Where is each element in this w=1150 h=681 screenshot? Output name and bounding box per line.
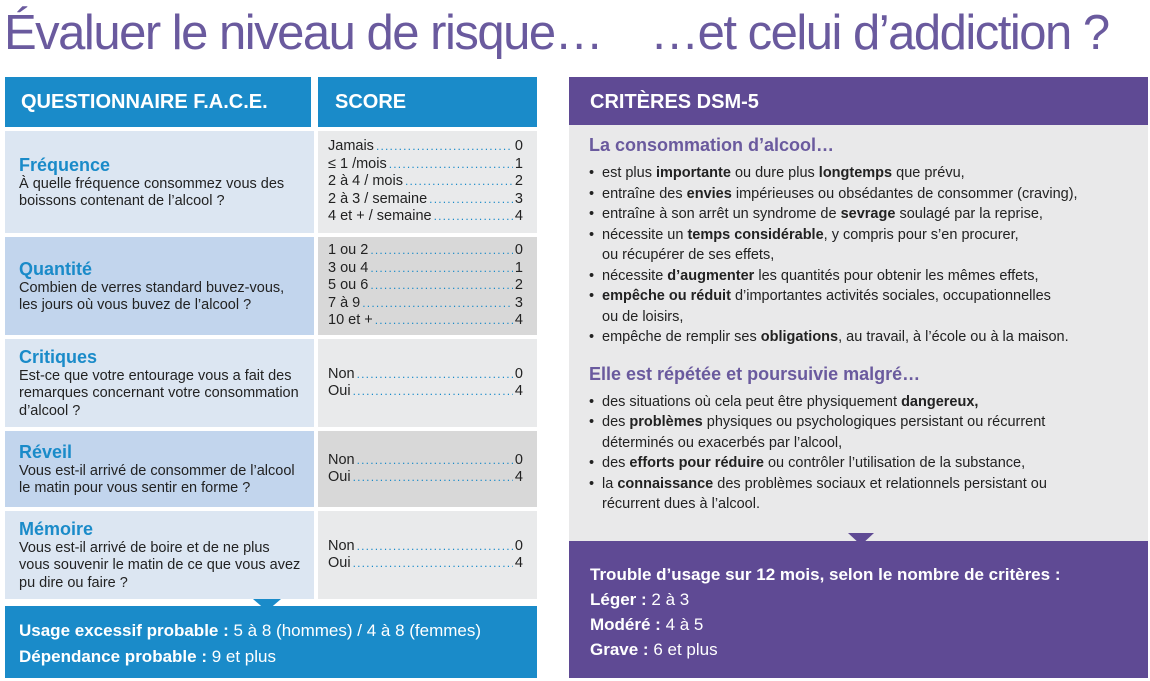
face-row-reveil bbox=[5, 431, 537, 507]
dot-leader bbox=[357, 452, 513, 470]
criterion-item bbox=[589, 163, 1138, 184]
question-text: Combien de verres standard buvez-vous, les jours où vous buvez de l’alcool ? bbox=[19, 279, 285, 313]
criterion-item bbox=[589, 453, 1138, 474]
score-label: 1 ou 2 bbox=[328, 242, 369, 259]
text: que prévu, bbox=[892, 165, 965, 181]
text: des bbox=[602, 414, 630, 430]
dsm5-header: CRITÈRES DSM-5 bbox=[569, 77, 1148, 127]
bold-text: dangereux, bbox=[901, 393, 979, 410]
criterion-item bbox=[589, 392, 1138, 413]
score-line bbox=[328, 452, 523, 470]
face-row-frequence bbox=[5, 131, 537, 233]
severity-label: Modéré : bbox=[590, 615, 661, 634]
criterion-item bbox=[589, 412, 1138, 453]
score-value: 3 bbox=[514, 190, 523, 207]
score-line bbox=[328, 156, 523, 174]
score-value: 0 bbox=[514, 242, 523, 259]
section-title-repetee: Elle est répétée et poursuivie malgré… bbox=[589, 363, 921, 384]
dependance-value: 9 et plus bbox=[211, 647, 276, 666]
bold-text: temps considérable bbox=[687, 226, 824, 243]
score-value: 4 bbox=[514, 383, 523, 399]
question-title: Critiques bbox=[19, 346, 98, 367]
question-text: Est-ce que votre entourage vous a fait des remarques concernant votre consommation d’alcool ? bbox=[19, 367, 299, 419]
dot-leader bbox=[429, 191, 513, 209]
severity-value: 6 et plus bbox=[653, 640, 718, 659]
text: entraîne à son arrêt un syndrome de bbox=[602, 206, 841, 222]
score-value: 2 bbox=[514, 173, 523, 190]
score-label: 2 à 3 / semaine bbox=[328, 190, 428, 207]
question-title: Réveil bbox=[19, 441, 73, 462]
score-label: 3 ou 4 bbox=[328, 259, 369, 276]
dependance-line bbox=[19, 644, 523, 670]
usage-excessif-line bbox=[19, 618, 523, 644]
severity-intro-text: Trouble d’usage sur 12 mois, selon le nombre de critères : bbox=[590, 565, 1061, 584]
score-value: 2 bbox=[514, 277, 523, 294]
score-cell bbox=[318, 131, 537, 233]
text: la bbox=[602, 475, 618, 492]
score-line bbox=[328, 191, 523, 209]
score-label: ≤ 1 /mois bbox=[328, 155, 387, 172]
dot-leader bbox=[370, 242, 513, 260]
text: des bbox=[602, 455, 630, 471]
score-line bbox=[328, 538, 523, 556]
bold-text: empêche ou réduit bbox=[602, 288, 731, 304]
dot-leader bbox=[353, 555, 513, 573]
text-continuation: ou de loisirs, bbox=[602, 308, 684, 325]
question-cell bbox=[5, 431, 318, 507]
criterion-item bbox=[589, 474, 1138, 515]
score-value: 4 bbox=[514, 312, 523, 329]
score-cell bbox=[318, 237, 537, 335]
score-line bbox=[328, 260, 523, 278]
text: des problèmes sociaux et relationnels persistant ou bbox=[713, 475, 1047, 492]
severity-value: 2 à 3 bbox=[651, 590, 690, 609]
text: est plus bbox=[602, 165, 656, 181]
score-line bbox=[328, 138, 523, 156]
question-cell bbox=[5, 511, 318, 599]
score-line bbox=[328, 295, 523, 313]
score-label: 4 et + / semaine bbox=[328, 208, 432, 225]
text: les quantités pour obtenir les mêmes effets, bbox=[754, 267, 1039, 284]
question-title: Fréquence bbox=[19, 154, 111, 175]
score-header: SCORE bbox=[318, 77, 537, 127]
score-line bbox=[328, 469, 523, 487]
score-value: 0 bbox=[514, 451, 523, 468]
question-text: À quelle fréquence consommez vous des boissons contenant de l’alcool ? bbox=[19, 175, 285, 209]
severity-level bbox=[590, 587, 1128, 612]
score-value: 4 bbox=[514, 469, 523, 485]
bold-text: d’augmenter bbox=[667, 267, 755, 284]
text: d’importantes activités sociales, occupationnelles bbox=[730, 288, 1051, 304]
text-continuation: ou récupérer de ses effets, bbox=[602, 247, 775, 263]
dot-leader bbox=[376, 138, 513, 156]
severity-box bbox=[569, 541, 1148, 678]
dot-leader bbox=[357, 538, 513, 556]
question-cell bbox=[5, 237, 318, 335]
score-cell bbox=[318, 339, 537, 427]
usage-excessif-label: Usage excessif probable : bbox=[19, 621, 229, 640]
face-row-critiques bbox=[5, 339, 537, 427]
text: impérieuses ou obsédantes de consommer (craving), bbox=[731, 185, 1078, 202]
criteria-list-1 bbox=[589, 163, 1138, 348]
score-label: Non bbox=[328, 451, 355, 468]
bold-text: longtemps bbox=[818, 165, 893, 181]
text-continuation: récurrent dues à l’alcool. bbox=[602, 496, 760, 512]
question-text: Vous est-il arrivé de consommer de l’alcool le matin pour vous sentir en forme ? bbox=[19, 462, 295, 496]
score-value: 4 bbox=[514, 208, 523, 225]
dependance-label: Dépendance probable : bbox=[19, 647, 207, 666]
questionnaire-header: QUESTIONNAIRE F.A.C.E. bbox=[5, 77, 318, 127]
criterion-item bbox=[589, 327, 1138, 348]
dot-leader bbox=[375, 312, 513, 330]
bold-text: connaissance bbox=[617, 475, 714, 492]
face-table-header bbox=[5, 77, 537, 127]
text: , au travail, à l’école ou à la maison. bbox=[838, 329, 1069, 345]
bold-text: problèmes bbox=[629, 414, 703, 430]
criterion-item bbox=[589, 266, 1138, 287]
score-label: 2 à 4 / mois bbox=[328, 173, 403, 190]
score-value: 0 bbox=[514, 365, 523, 382]
text: nécessite bbox=[602, 267, 668, 284]
bold-text: envies bbox=[686, 185, 732, 202]
text: ou contrôler l’utilisation de la substance, bbox=[763, 455, 1026, 471]
score-label: Non bbox=[328, 537, 355, 554]
title-part-2: …et celui d’addiction ? bbox=[650, 6, 1109, 60]
question-text: Vous est-il arrivé de boire et de ne plus vous souvenir le matin de ce que vous avez pu dire ou faire ? bbox=[19, 539, 301, 591]
severity-label: Grave : bbox=[590, 640, 649, 659]
text: des situations où cela peut être physiquement bbox=[602, 393, 902, 410]
score-label: Oui bbox=[328, 469, 351, 485]
bold-text: sevrage bbox=[840, 206, 896, 222]
score-value: 4 bbox=[514, 555, 523, 571]
section-title-consommation: La consommation d’alcool… bbox=[589, 135, 835, 155]
score-value: 1 bbox=[514, 155, 523, 172]
question-cell bbox=[5, 131, 318, 233]
score-label: Non bbox=[328, 365, 355, 382]
score-label: Jamais bbox=[328, 138, 374, 155]
down-arrow-icon bbox=[253, 599, 281, 611]
text: soulagé par la reprise, bbox=[895, 206, 1043, 222]
criterion-item bbox=[589, 225, 1138, 266]
face-questionnaire-panel bbox=[5, 77, 537, 599]
score-label: 10 et + bbox=[328, 312, 373, 329]
severity-level bbox=[590, 612, 1128, 637]
dot-leader bbox=[370, 277, 513, 295]
score-line bbox=[328, 312, 523, 330]
title-part-1: Évaluer le niveau de risque… bbox=[4, 6, 603, 60]
dot-leader bbox=[434, 208, 513, 226]
usage-excessif-value: 5 à 8 (hommes) / 4 à 8 (femmes) bbox=[233, 621, 482, 640]
score-value: 0 bbox=[514, 138, 523, 155]
bold-text: importante bbox=[656, 165, 731, 181]
dot-leader bbox=[405, 173, 513, 191]
bold-text: obligations bbox=[760, 329, 839, 345]
text: entraîne des bbox=[602, 185, 687, 202]
severity-level bbox=[590, 637, 1128, 662]
text: , y compris pour s’en procurer, bbox=[823, 226, 1019, 243]
face-row-quantite bbox=[5, 237, 537, 335]
question-cell bbox=[5, 339, 318, 427]
score-label: 5 ou 6 bbox=[328, 277, 369, 294]
severity-intro bbox=[590, 562, 1128, 587]
score-label: Oui bbox=[328, 383, 351, 399]
score-line bbox=[328, 555, 523, 573]
text: nécessite un bbox=[602, 226, 688, 243]
score-value: 3 bbox=[514, 294, 523, 311]
score-line bbox=[328, 208, 523, 226]
score-line bbox=[328, 383, 523, 401]
page-title bbox=[4, 2, 1150, 64]
score-value: 0 bbox=[514, 537, 523, 554]
dot-leader bbox=[353, 383, 513, 401]
score-value: 1 bbox=[514, 259, 523, 276]
score-label: 7 à 9 bbox=[328, 294, 361, 311]
severity-value: 4 à 5 bbox=[665, 615, 704, 634]
dot-leader bbox=[353, 469, 513, 487]
score-line bbox=[328, 277, 523, 295]
criterion-item bbox=[589, 204, 1138, 225]
criterion-item bbox=[589, 184, 1138, 205]
question-title: Quantité bbox=[19, 258, 93, 279]
score-label: Oui bbox=[328, 555, 351, 571]
criterion-item bbox=[589, 286, 1138, 327]
face-interpretation-box bbox=[5, 606, 537, 678]
score-cell bbox=[318, 511, 537, 599]
dot-leader bbox=[357, 366, 513, 384]
score-line bbox=[328, 366, 523, 384]
text: empêche de remplir ses bbox=[602, 329, 761, 345]
dot-leader bbox=[362, 295, 513, 313]
severity-label: Léger : bbox=[590, 590, 647, 609]
face-row-memoire bbox=[5, 511, 537, 599]
question-title: Mémoire bbox=[19, 518, 94, 539]
score-line bbox=[328, 173, 523, 191]
bold-text: efforts pour réduire bbox=[629, 455, 764, 471]
dsm5-criteria-box bbox=[569, 125, 1148, 541]
dot-leader bbox=[370, 260, 513, 278]
dot-leader bbox=[389, 156, 513, 174]
text: physiques ou psychologiques persistant ou récurrent bbox=[702, 414, 1046, 430]
criteria-list-2 bbox=[589, 392, 1138, 515]
text-continuation: déterminés ou exacerbés par l’alcool, bbox=[602, 434, 843, 451]
score-cell bbox=[318, 431, 537, 507]
score-line bbox=[328, 242, 523, 260]
text: ou dure plus bbox=[730, 165, 819, 181]
